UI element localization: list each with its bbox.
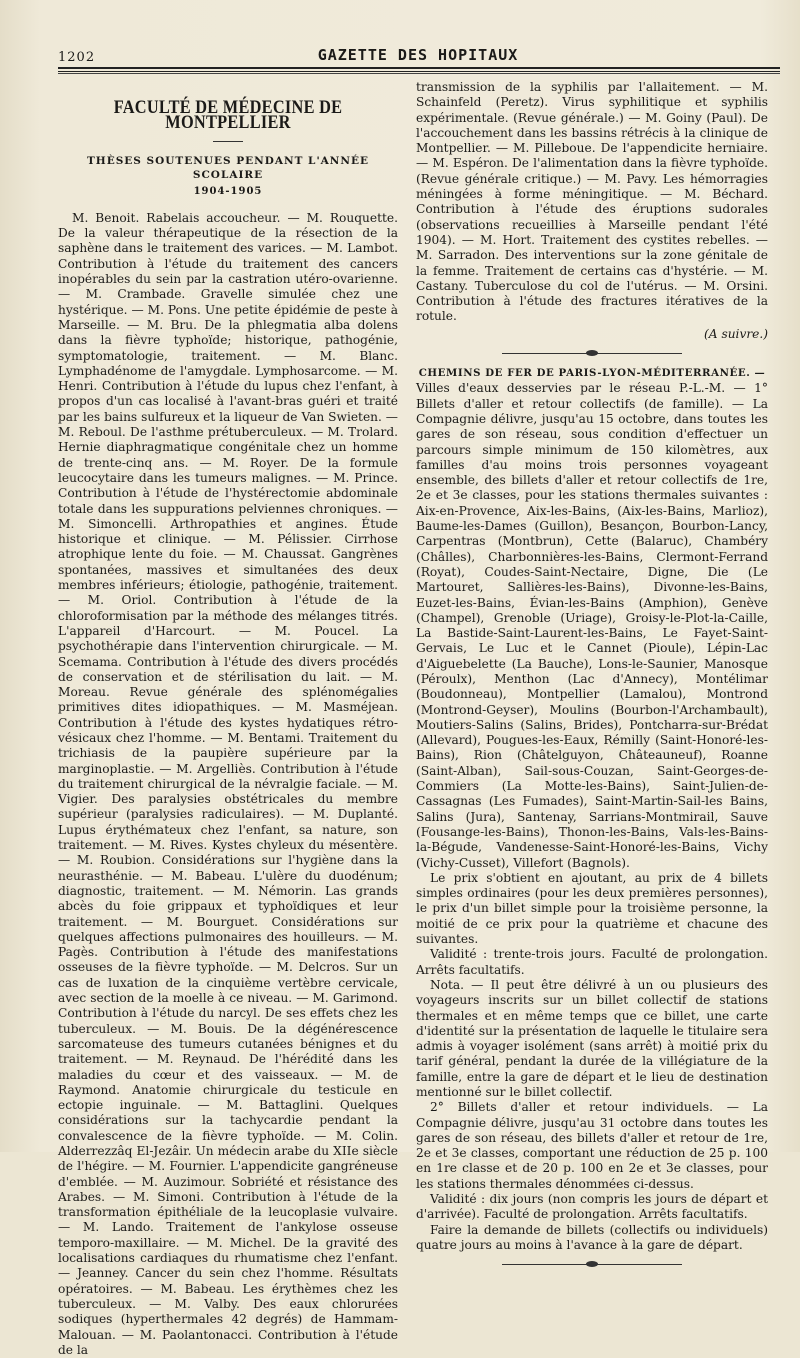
theses-continuation-paragraph: transmission de la syphilis par l'allaitement. — M. Schainfeld (Peretz). Virus syphilitique et syphilis expérimentale. (Revue générale.) — M. Goiny (Paul). De l'accouchement dans les bassins rétrécis à la clinique de Montpellier. — M. Pilleboue. De l'appendicite herniaire. — M. Espéron. De l'alimentation dans la fièvre typhoïde. (Revue générale critique.) — M. Pavy. Les hémorragies méningées à forme méningitique. — M. Béchard. Contribution à l'étude des éruptions sudorales (observations recueillies à Marseille pendant l'été 1904). — M. Hort. Traitement des cystites rebelles. — M. Sarradon. Des interventions sur la zone génitale de la femme. Traitement de certains cas d'hystérie. — M. Castany. Tuberculose du col de l'utérus. — M. Orsini. Contribution à l'étude des fractures itératives de la rotule. — [416, 80, 768, 324]
header-rule-thin — [58, 73, 780, 74]
header-rule — [58, 67, 780, 72]
railway-paragraph-7: Faire la demande de billets (collectifs ou individuels) quatre jours au moins à l'avance à la gare de départ. — [416, 1222, 768, 1252]
to-be-continued: (A suivre.) — [704, 326, 768, 341]
railway-paragraph-4: Nota. — Il peut être délivré à un ou plusieurs des voyageurs inscrits sur un billet collectif de stations thermales et en même temps que ce billet, une carte d'identité sur la présentation de laquelle le titulaire sera admis à voyager isolément (sans arrêt) à moitié prix du tarif général, pendant la durée de la villégiature de la famille, entre la gare de départ et le lieu de destination mentionné sur le billet collectif. — [416, 977, 768, 1099]
railway-paragraph-6: Validité : dix jours (non compris les jours de départ et d'arrivée). Faculté de prolongation. Arrêts facultatifs. — [416, 1192, 768, 1222]
end-divider — [502, 1259, 682, 1269]
section-divider — [502, 348, 682, 358]
railway-paragraph-2: Le prix s'obtient en ajoutant, au prix de 4 billets simples ordinaires (pour les deux premières personnes), le prix d'un billet simple pour la troisième personne, la moitié de ce prix pour la quatrième et chacune des suivantes. — [416, 870, 768, 947]
page-number: 1202 — [58, 50, 96, 65]
left-column — [58, 80, 398, 1358]
railway-paragraph-1: Villes d'eaux desservies par le réseau P.-L.-M. — 1° Billets d'aller et retour collectifs (de famille). — La Compagnie délivre, jusqu'au 15 octobre, dans toutes les gares de son réseau, sous condition d'effectuer un parcours simple minimum de 150 kilomètres, aux familles d'au moins trois personnes voyageant ensemble, des billets d'aller et retour collectifs de 1re, 2e et 3e classes, pour les stations thermales suivantes : Aix-en-Provence, Aix-les-Bains, (Aix-les-Bains, Marlioz), Baume-les-Dames (Guillon), Besançon, Bourbon-Lancy, Carpentras (Montbrun), Cette (Balaruc), Chambéry (Châlles), Charbonnières-les-Bains, Clermont-Ferrand (Royat), Coudes-Saint-Nectaire, Digne, Die (Le Martouret, Sallières-les-Bains), Divonne-les-Bains, Euzet-les-Bains, Évian-les-Bains (Amphion), Genève (Champel), Grenoble (Uriage), Groisy-le-Plot-la-Caille, La Bastide-Saint-Laurent-les-Bains, Le Fayet-Saint-Gervais, Le Luc et le Cannet (Pioule), Lépin-Lac d'Aiguebelette (La Bauche), Lons-le-Saunier, Manosque (Péroulx), Menthon (Lac d'Annecy), Montélimar (Boudonneau), Montpellier (Lamalou), Montrond (Montrond-Geyser), Moulins (Bourbon-l'Archambault), Moutiers-Salins (Salins, Brides), Pontcharra-sur-Brédat (Allevard), Pougues-les-Eaux, Rémilly (Saint-Honoré-les-Bains), Rion (Châtelguyon, Châteauneuf), Roanne (Saint-Alban), Sail-sous-Couzan, Saint-Georges-de-Commiers (La Motte-les-Bains), Saint-Julien-de-Cassagnas (Les Fumades), Saint-Martin-Sail-les Bains, Salins (Jura), Santenay, Sarrians-Montmirail, Sauve (Fousange-les-Bains), Thonon-les-Bains, Vals-les-Bains-la-Bégude, Vandenesse-Saint-Honoré-les-Bains, Vichy (Vichy-Cusset), Villefort (Bagnols). — [416, 381, 768, 870]
article-subtitle: THÈSES SOUTENUES PENDANT L'ANNÉE SCOLAIRE — [86, 154, 370, 181]
article-title: FACULTÉ DE MÉDECINE DE MONTPELLIER — [113, 97, 343, 134]
title-divider — [213, 141, 243, 142]
page-header — [58, 46, 778, 68]
railway-section-heading: CHEMINS DE FER DE PARIS-LYON-MÉDITERRANÉE. — — [418, 367, 766, 380]
theses-list-paragraph: M. Benoit. Rabelais accoucheur. — M. Rouquette. De la valeur thérapeutique de la résection de la saphène dans le traitement des varices. — M. Lambot. Contribution à l'étude du traitement des cancers inopérables du sein par la castration utéro-ovarienne. — M. Crambade. Gravelle simulée chez une hystérique. — M. Pons. Une petite épidémie de peste à Marseille. — M. Bru. De la phlegmatia alba dolens dans la fièvre typhoïde; historique, pathogénie, symptomatologie, traitement. — M. Blanc. Lymphadénome de l'amygdale. Lymphosarcome. — M. Henri. Contribution à l'étude du lupus chez l'enfant, à propos d'un cas localisé à l'avant-bras guéri et traité par les bains sulfureux et la liqueur de Van Swieten. — M. Reboul. De l'asthme prétuberculeux. — M. Trolard. Hernie diaphragmatique congénitale chez un homme de trente-cinq ans. — M. Royer. De la formule leucocytaire dans les tumeurs malignes. — M. Prince. Contribution à l'étude de l'hystérectomie abdominale totale dans les suppurations pelviennes chroniques. — M. Simoncelli. Arthropathies et angines. Étude historique et clinique. — M. Pélissier. Cirrhose atrophique lente du foie. — M. Chaussat. Gangrènes spontanées, massives et simultanées des deux membres inférieurs; étiologie, pathogénie, traitement. — M. Oriol. Contribution à l'étude de la chloroformisation par la méthode des mélanges titrés. L'appareil d'Harcourt. — M. Poucel. La psychothérapie dans l'intervention chirurgicale. — M. Scemama. Contribution à l'étude des divers procédés de conservation et de stérilisation du lait. — M. Moreau. Revue générale des splénomégalies primitives dites idiopathiques. — M. Masméjean. Contribution à l'étude des kystes hydatiques rétro-vésicaux chez l'homme. — M. Bentami. Traitement du trichiasis de la paupière supérieure par la marginoplastie. — M. Argelliès. Contribution à l'étude du traitement chirurgical de la névralgie faciale. — M. Vigier. Des paralysies obstétricales du membre supérieur (paralysies radiculaires). — M. Duplanté. Lupus érythémateux chez l'enfant, sa nature, son traitement. — M. Rives. Kystes chyleux du mésentère. — M. Roubion. Considérations sur l'hygiène dans la neurasthénie. — M. Babeau. L'ulère du duodénum; diagnostic, traitement. — M. Némorin. Las grands abcès du foie grippaux et typhoïdiques et leur traitement. — M. Bourguet. Considérations sur quelques affections pulmonaires des houilleurs. — M. Pagès. Contribution à l'étude des manifestations osseuses de la fièvre typhoïde. — M. Delcros. Sur un cas de luxation de la cinquième vertèbre cervicale, avec section de la moelle à ce niveau. — M. Garimond. Contribution à l'étude du narcyl. De ses effets chez les tuberculeux. — M. Bouis. De la dégénérescence sarcomateuse des tumeurs cutanées bénignes et du traitement. — M. Reynaud. De l'hérédité dans les maladies du cœur et des vaisseaux. — M. de Raymond. Anatomie chirurgicale du testicule en ectopie inguinale. — M. Battaglini. Quelques considérations sur la tachycardie pendant la convalescence de la fièvre typhoïde. — M. Colin. Alderrezzâq El-Jezâir. Un médecin arabe du XIIe siècle de l'hégire. — M. Fournier. L'appendicite gangréneuse d'emblée. — M. Auzimour. Sobriété et résistance des Arabes. — M. Simoni. Contribution à l'étude de la transformation épithéliale de la leucoplasie vulvaire. — M. Lando. Traitement de l'ankylose osseuse temporo-maxillaire. — M. Michel. De la gravité des localisations cardiaques du rhumatisme chez l'enfant. — Jeanney. Cancer du sein chez l'homme. Résultats opératoires. — M. Babeau. Les érythèmes chez les tuberculeux. — M. Valby. Des eaux chlorurées sodiques (hyperthermales 42 degrés) de Hammam-Malouan. — M. Paolantonacci. Contribution à l'étude de la — [58, 210, 398, 1357]
railway-paragraph-3: Validité : trente-trois jours. Faculté de prolongation. Arrêts facultatifs. — [416, 947, 768, 977]
academic-years: 1904-1905 — [193, 185, 263, 197]
right-column — [416, 80, 768, 1277]
railway-paragraph-5: 2° Billets d'aller et retour individuels. — La Compagnie délivre, jusqu'au 31 octobre dans toutes les gares de son réseau, des billets d'aller et retour de 1re, 2e et 3e classes, comportant une réduction de 25 p. 100 en 1re classe et de 20 p. 100 en 2e et 3e classes, pour les stations thermales dénommées ci-dessus. — [416, 1100, 768, 1191]
running-title: GAZETTE DES HOPITAUX — [317, 46, 519, 64]
